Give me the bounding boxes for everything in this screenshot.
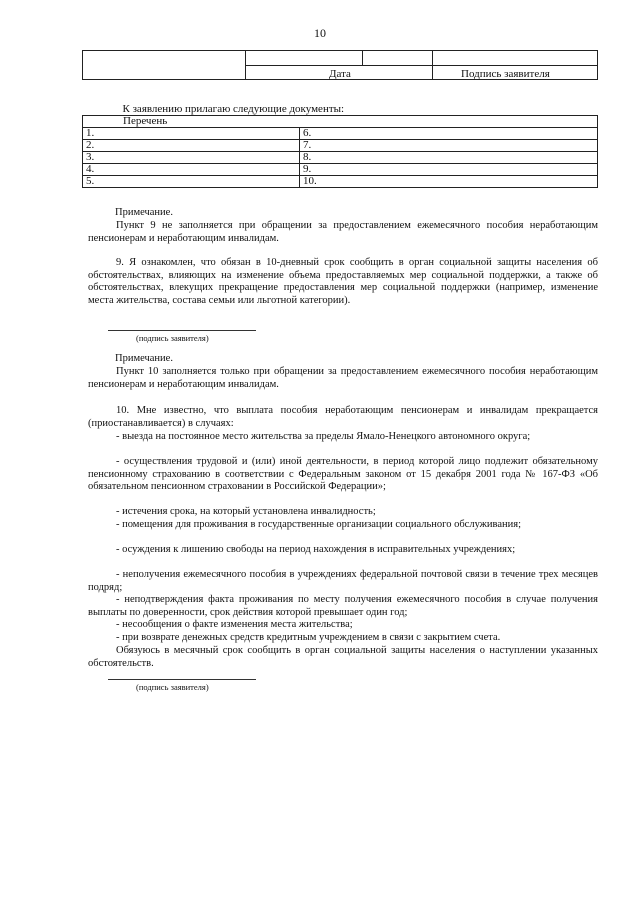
document-slot: 10.: [300, 176, 598, 188]
item10-case: - осуществления трудовой и (или) иной деятельности, в период которой лицо подлежит обязательному пенсионному страхованию в соответствии с Федеральным законом от 15 декабря 2001 года № 167-ФЗ «Об обязательном пенсионном страховании в Российской Федерации»;: [88, 456, 598, 492]
signature-table: [82, 50, 598, 80]
item10-case: - истечения срока, на который установлена инвалидность;: [116, 506, 376, 517]
document-slot: 8.: [300, 152, 598, 164]
note1-title: Примечание.: [115, 207, 173, 218]
item10-case: - выезда на постоянное место жительства за пределы Ямало-Ненецкого автономного округа;: [116, 431, 531, 442]
table-row: [83, 164, 598, 176]
documents-title: К заявлению прилагаю следующие документы:: [83, 104, 598, 116]
note2-title: Примечание.: [115, 353, 173, 364]
documents-table: [82, 104, 598, 188]
table-row: [83, 140, 598, 152]
page-number: 10: [314, 26, 326, 40]
item10-intro: 10. Мне известно, что выплата пособия неработающим пенсионерам и инвалидам прекращается (приостанавливается) в случаях:: [88, 405, 598, 429]
signature-line: [108, 679, 256, 680]
document-slot: 4.: [83, 164, 300, 176]
item10-case: - неподтверждения факта проживания по месту получения ежемесячного пособия в случае получения выплаты по доверенности, срок действия которой превышает один год;: [88, 594, 598, 618]
item10-case: - осуждения к лишению свободы на период нахождения в исправительных учреждениях;: [116, 544, 516, 555]
document-slot: 6.: [300, 128, 598, 140]
table-row: [83, 176, 598, 188]
table-row: [83, 128, 598, 140]
documents-list-header: Перечень: [83, 116, 598, 128]
item10-case: - неполучения ежемесячного пособия в учреждениях федеральной почтовой связи в течение трех месяцев подряд;: [88, 569, 598, 593]
item10-case: - помещения для проживания в государственные организации социального обслуживания;: [116, 519, 522, 530]
document-slot: 5.: [83, 176, 300, 188]
item10-case: - при возврате денежных средств кредитным учреждением в связи с закрытием счета.: [116, 632, 501, 643]
note1-text: Пункт 9 не заполняется при обращении за предоставлением ежемесячного пособия неработающим пенсионерам и неработающим инвалидам.: [88, 220, 598, 244]
item10-obligation: Обязуюсь в месячный срок сообщить в орган социальной защиты населения о наступлении указанных обстоятельств.: [88, 645, 598, 669]
table-divider: [245, 65, 597, 66]
signature-label: Подпись заявителя: [461, 68, 550, 80]
table-divider: [362, 51, 363, 65]
item10-case: - несообщения о факте изменения места жительства;: [116, 619, 353, 630]
note2-text: Пункт 10 заполняется только при обращении за предоставлением ежемесячного пособия неработающим пенсионерам и неработающим инвалидам.: [88, 366, 598, 390]
document-slot: 3.: [83, 152, 300, 164]
document-slot: 1.: [83, 128, 300, 140]
item10-signature-caption: (подпись заявителя): [136, 682, 209, 692]
table-row: [83, 152, 598, 164]
item9-signature-caption: (подпись заявителя): [136, 333, 209, 343]
signature-line: [108, 330, 256, 331]
document-slot: 7.: [300, 140, 598, 152]
item9-text: 9. Я ознакомлен, что обязан в 10-дневный срок сообщить в орган социальной защиты населения об обстоятельствах, влияющих на изменение объема предоставляемых мер социальной поддержки, а также об обстоятельствах, влекущих прекращение предоставления мер социальной поддержки (например, изменение места жительства, состава семьи или льготной категории).: [88, 257, 598, 306]
document-slot: 9.: [300, 164, 598, 176]
date-label: Дата: [329, 68, 351, 80]
document-slot: 2.: [83, 140, 300, 152]
